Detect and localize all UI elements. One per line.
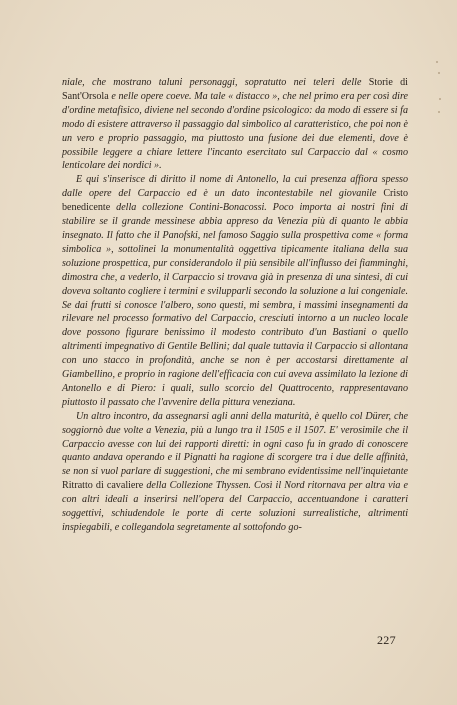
paragraph: [62, 410, 408, 535]
text-run: niale, che mostrano taluni personaggi, sopratutto nei teleri delle: [62, 77, 369, 88]
artwork-title: Cristo benedicente: [62, 188, 408, 214]
paragraph: [62, 173, 408, 409]
paper-speck: [439, 98, 441, 100]
body-text: [62, 76, 408, 535]
paper-speck: [438, 72, 440, 74]
paper-speck: [438, 111, 440, 113]
text-run: Un altro incontro, da assegnarsi agli anni della maturità, è quello col Dürer, che soggiornò due volte a Venezia, più a lungo tra il 1505 e il 1507. E' verosimile che il Carpaccio avesse con lui dei rapporti diretti: in ogni caso fu in grado di conoscere quanto andava operando e il Pignatti ha ragione di scorgere tra i due delle affinità, se non si vuol parlare di suggestioni, che mi sembrano evidentissime nell'inquietante: [62, 410, 408, 478]
page-number: 227: [377, 633, 396, 647]
artwork-title: Storie di Sant'Orsola: [62, 77, 408, 102]
artwork-title: Ritratto di cavaliere: [62, 480, 144, 492]
text-run: E qui s'inserisce di diritto il nome di Antonello, la cui presenza affiora spesso dalle opere del Carpaccio ed è un dato incontestabile nel giovanile: [62, 174, 408, 200]
text-run: della Collezione Thyssen. Così il Nord ritornava per altra via e con altri ideali a inserirsi nell'opera del Carpaccio, accentuandone i caratteri soggettivi, schiudendole le porte di certe soluzioni surrealistiche, altrimenti inspiegabili, e collegandola segretamente al sottofondo go-: [62, 480, 408, 533]
paper-speck: [436, 61, 438, 63]
paragraph: [62, 76, 408, 173]
text-run: e nelle opere coeve. Ma tale « distacco », che nel primo era per così dire d'ordine metafisico, diviene nel secondo d'ordine psicologico: da modo di essere si fa modo di esistere attraverso il passaggio dal simbolico al caratteristico, che poi non è un vero e proprio passaggio, ma piuttosto una fusione dei due elementi, dove è possibile leggere a chiare lettere l'incanto esercitato sul Carpaccio dal « cosmo lenticolare dei nordici ».: [62, 90, 408, 172]
text-run: della collezione Contini-Bonacossi. Poco importa ai nostri fini di stabilire se il grande messinese abbia appreso da Venezia più di quanto le abbia insegnato. Il fatto che il Panofski, nel famoso Saggio sulla prospettiva come « forma simbolica », sottolinei la monumentalità oggettiva tipicamente italiana della sua soluzione prospettica, pur considerandolo il più sensibile all'influsso dei fiamminghi, dimostra che, a vederlo, il Carpaccio si trovava già in presenza di una sintesi, di cui doveva soltanto cogliere i termini e svilupparli secondo la soluzione a lui congeniale. Se dai frutti si conosce l'albero, sono questi, mi sembra, i massimi insegnamenti da rilevare nel processo formativo del Carpaccio, cresciuti intorno a un nucleo locale dove possono figurare benissimo il modesto contributo d'un Bastiani o quello altrimenti impegnativo di Gentile Bellini; dal quale tuttavia il Carpaccio si allontana con uno stacco in profondità, anche se non è per accostarsi direttamente al Giambellino, e proprio in ragione dell'efficacia con cui aveva assimilato la lezione di Antonello e di Piero: i quali, sullo scorcio del Quattrocento, rappresentavano piuttosto il passato che l'avvenire della pittura veneziana.: [62, 202, 408, 408]
